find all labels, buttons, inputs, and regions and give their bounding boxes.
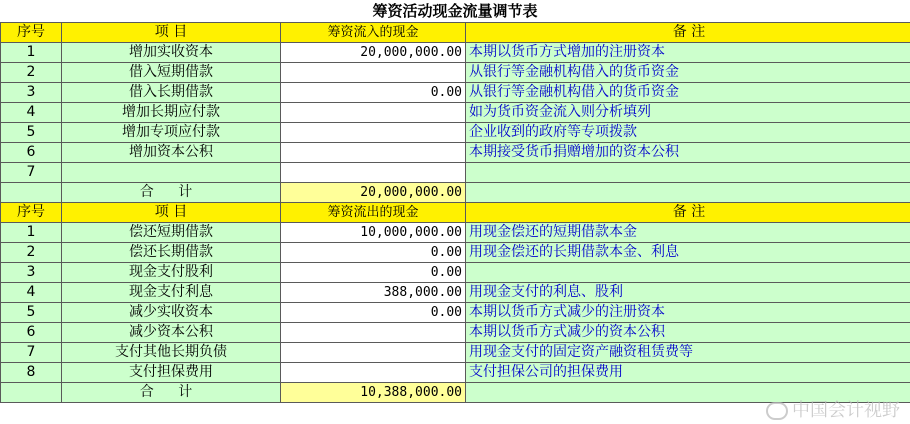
seq-cell[interactable]: 6 [1,143,62,163]
table-row [1,303,910,323]
amount-cell[interactable] [281,63,466,83]
item-header[interactable]: 项 目 [62,203,281,223]
note-cell[interactable]: 本期接受货币捐赠增加的资本公积 [466,143,910,163]
total-label-cell[interactable]: 合 计 [62,183,281,203]
watermark-text: 中国会计视野 [792,400,900,421]
watermark [766,396,900,422]
sheet-title: 筹资活动现金流量调节表 [372,2,538,20]
note-cell[interactable] [466,183,910,203]
item-header[interactable]: 项 目 [62,23,281,43]
note-cell[interactable]: 如为货币资金流入则分析填列 [466,103,910,123]
amount-cell[interactable]: 0.00 [281,263,466,283]
seq-cell[interactable] [1,183,62,203]
item-cell[interactable]: 现金支付股利 [62,263,281,283]
note-cell[interactable]: 从银行等金融机构借入的货币资金 [466,63,910,83]
cashflow-table [0,22,910,403]
note-cell[interactable]: 本期以货币方式减少的资本公积 [466,323,910,343]
item-cell[interactable]: 减少实收资本 [62,303,281,323]
table-row [1,243,910,263]
table-row [1,83,910,103]
seq-cell[interactable]: 3 [1,83,62,103]
item-cell[interactable]: 增加资本公积 [62,143,281,163]
item-cell[interactable]: 增加专项应付款 [62,123,281,143]
seq-cell[interactable]: 4 [1,103,62,123]
table-row [1,63,910,83]
seq-cell[interactable]: 8 [1,363,62,383]
note-cell[interactable] [466,263,910,283]
seq-header[interactable]: 序号 [1,203,62,223]
table-row [1,123,910,143]
inflow-total-row [1,183,910,203]
note-cell[interactable]: 用现金支付的固定资产融资租赁费等 [466,343,910,363]
note-header[interactable]: 备 注 [466,23,910,43]
amount-cell[interactable] [281,363,466,383]
item-cell[interactable]: 偿还短期借款 [62,223,281,243]
total-amount-cell[interactable]: 10,388,000.00 [281,383,466,403]
note-cell[interactable]: 用现金偿还的短期借款本金 [466,223,910,243]
seq-header[interactable]: 序号 [1,23,62,43]
amount-cell[interactable] [281,343,466,363]
seq-cell[interactable]: 3 [1,263,62,283]
inflow-header-row [1,23,910,43]
seq-cell[interactable]: 7 [1,343,62,363]
amount-cell[interactable] [281,323,466,343]
amount-header[interactable]: 筹资流出的现金 [281,203,466,223]
table-row [1,103,910,123]
total-label-cell[interactable]: 合 计 [62,383,281,403]
amount-cell[interactable]: 0.00 [281,303,466,323]
amount-cell[interactable] [281,103,466,123]
item-cell[interactable]: 支付其他长期负债 [62,343,281,363]
amount-cell[interactable]: 0.00 [281,83,466,103]
item-cell[interactable]: 偿还长期借款 [62,243,281,263]
seq-cell[interactable]: 4 [1,283,62,303]
total-amount-cell[interactable]: 20,000,000.00 [281,183,466,203]
note-cell[interactable]: 支付担保公司的担保费用 [466,363,910,383]
seq-cell[interactable]: 1 [1,223,62,243]
seq-cell[interactable]: 5 [1,303,62,323]
seq-cell[interactable]: 6 [1,323,62,343]
table-row [1,323,910,343]
amount-cell[interactable]: 20,000,000.00 [281,43,466,63]
item-cell[interactable]: 现金支付利息 [62,283,281,303]
note-header[interactable]: 备 注 [466,203,910,223]
table-row [1,163,910,183]
amount-cell[interactable] [281,123,466,143]
item-cell[interactable] [62,163,281,183]
item-cell[interactable]: 增加长期应付款 [62,103,281,123]
seq-cell[interactable]: 5 [1,123,62,143]
outflow-header-row [1,203,910,223]
note-cell[interactable] [466,163,910,183]
seq-cell[interactable]: 1 [1,43,62,63]
table-row [1,363,910,383]
amount-cell[interactable] [281,143,466,163]
note-cell[interactable]: 用现金支付的利息、股利 [466,283,910,303]
table-row [1,43,910,63]
seq-cell[interactable] [1,383,62,403]
note-cell[interactable]: 用现金偿还的长期借款本金、利息 [466,243,910,263]
amount-cell[interactable]: 388,000.00 [281,283,466,303]
weibo-icon [766,402,788,420]
seq-cell[interactable]: 7 [1,163,62,183]
note-cell[interactable]: 本期以货币方式增加的注册资本 [466,43,910,63]
note-cell[interactable]: 本期以货币方式减少的注册资本 [466,303,910,323]
seq-cell[interactable]: 2 [1,243,62,263]
item-cell[interactable]: 借入长期借款 [62,83,281,103]
amount-cell[interactable] [281,163,466,183]
amount-header[interactable]: 筹资流入的现金 [281,23,466,43]
item-cell[interactable]: 支付担保费用 [62,363,281,383]
table-row [1,223,910,243]
table-row [1,263,910,283]
item-cell[interactable]: 增加实收资本 [62,43,281,63]
amount-cell[interactable]: 0.00 [281,243,466,263]
seq-cell[interactable]: 2 [1,63,62,83]
amount-cell[interactable]: 10,000,000.00 [281,223,466,243]
item-cell[interactable]: 减少资本公积 [62,323,281,343]
table-row [1,283,910,303]
note-cell[interactable]: 企业收到的政府等专项拨款 [466,123,910,143]
item-cell[interactable]: 借入短期借款 [62,63,281,83]
note-cell[interactable]: 从银行等金融机构借入的货币资金 [466,83,910,103]
table-row [1,343,910,363]
table-row [1,143,910,163]
